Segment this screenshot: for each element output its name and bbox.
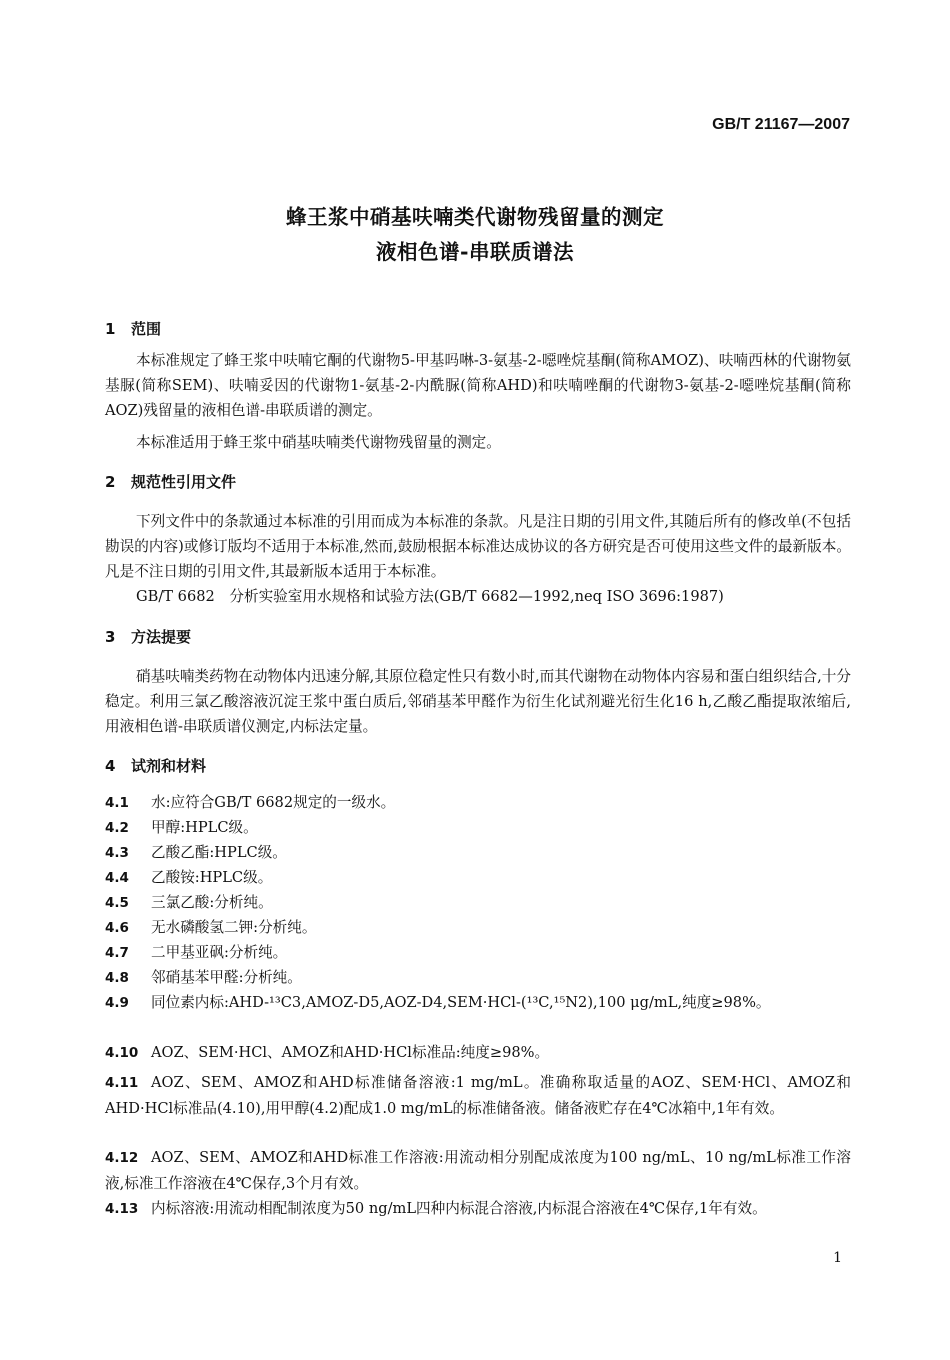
section-number: 1: [105, 320, 116, 338]
page-number: 1: [833, 1250, 842, 1266]
list-item: [105, 890, 851, 916]
document-subtitle: 液相色谱-串联质谱法: [375, 240, 574, 264]
item-number: 4.8: [105, 970, 129, 986]
list-item: [105, 915, 851, 941]
list-item: [105, 790, 851, 816]
section-number: 3: [105, 628, 116, 646]
item-text: 邻硝基苯甲醛:分析纯。: [151, 969, 302, 986]
item-number: 4.12: [105, 1150, 139, 1166]
item-text: 甲醇:HPLC级。: [151, 819, 258, 836]
list-item: [105, 990, 851, 1016]
list-item: [105, 1040, 851, 1066]
section-heading-method: [105, 626, 191, 647]
item-text: 二甲基亚砜:分析纯。: [151, 944, 288, 961]
section-title: 试剂和材料: [131, 757, 207, 775]
section-title: 范围: [131, 320, 162, 338]
list-item: [105, 840, 851, 866]
item-number: 4.2: [105, 820, 129, 836]
item-number: 4.3: [105, 845, 129, 861]
document-title: 蜂王浆中硝基呋喃类代谢物残留量的测定: [286, 205, 664, 229]
list-item: [105, 1145, 851, 1196]
item-number: 4.11: [105, 1075, 139, 1091]
item-text: 三氯乙酸:分析纯。: [151, 894, 273, 911]
list-item: [105, 815, 851, 841]
item-text: 内标溶液:用流动相配制浓度为50 ng/mL四种内标混合溶液,内标混合溶液在4℃保存,1年有效。: [151, 1200, 767, 1217]
paragraph: 下列文件中的条款通过本标准的引用而成为本标准的条款。凡是注日期的引用文件,其随后所有的修改单(不包括勘误的内容)或修订版均不适用于本标准,然而,鼓励根据本标准达成协议的各方研究是否可使用这些文件的最新版本。凡是不注日期的引用文件,其最新版本适用于本标准。: [105, 513, 851, 580]
item-number: 4.13: [105, 1201, 139, 1217]
reference-entry: GB/T 6682 分析实验室用水规格和试验方法(GB/T 6682—1992,neq ISO 3696:1987): [136, 588, 724, 605]
item-text: 乙酸乙酯:HPLC级。: [151, 844, 287, 861]
item-number: 4.4: [105, 870, 129, 886]
item-text: AOZ、SEM·HCl、AMOZ和AHD·HCl标准品:纯度≥98%。: [151, 1044, 550, 1061]
section-number: 2: [105, 473, 116, 491]
item-number: 4.5: [105, 895, 129, 911]
paragraph: 本标准规定了蜂王浆中呋喃它酮的代谢物5-甲基吗啉-3-氨基-2-噁唑烷基酮(简称AMOZ)、呋喃西林的代谢物氨基脲(简称SEM)、呋喃妥因的代谢物1-氨基-2-内酰脲(简称AHD)和呋喃唑酮的代谢物3-氨基-2-噁唑烷基酮(简称AOZ)残留量的液相色谱-串联质谱的测定。: [105, 352, 851, 419]
item-text: 同位素内标:AHD-¹³C3,AMOZ-D5,AOZ-D4,SEM·HCl-(¹³C,¹⁵N2),100 μg/mL,纯度≥98%。: [151, 994, 771, 1011]
paragraph: 本标准适用于蜂王浆中硝基呋喃类代谢物残留量的测定。: [136, 434, 501, 451]
item-text: AOZ、SEM、AMOZ和AHD标准储备溶液:1 mg/mL。准确称取适量的AOZ、SEM·HCl、AMOZ和AHD·HCl标准品(4.10),用甲醇(4.2)配成1.0 mg/mL的标准储备液。储备液贮存在4℃冰箱中,1年有效。: [105, 1074, 851, 1117]
list-item: [105, 1070, 851, 1121]
item-text: 乙酸铵:HPLC级。: [151, 869, 273, 886]
section-heading-references: [105, 471, 236, 492]
item-number: 4.10: [105, 1045, 139, 1061]
paragraph: 硝基呋喃类药物在动物体内迅速分解,其原位稳定性只有数小时,而其代谢物在动物体内容易和蛋白组织结合,十分稳定。利用三氯乙酸溶液沉淀王浆中蛋白质后,邻硝基苯甲醛作为衍生化试剂避光衍生化16 h,乙酸乙酯提取浓缩后,用液相色谱-串联质谱仪测定,内标法定量。: [105, 668, 851, 735]
section-heading-reagents: [105, 755, 206, 776]
item-number: 4.9: [105, 995, 129, 1011]
standard-code: GB/T 21167—2007: [712, 116, 850, 133]
list-item: [105, 865, 851, 891]
item-number: 4.6: [105, 920, 129, 936]
list-item: [105, 965, 851, 991]
section-number: 4: [105, 757, 116, 775]
section-heading-scope: [105, 318, 161, 339]
list-item: [105, 940, 851, 966]
item-text: 无水磷酸氢二钾:分析纯。: [151, 919, 317, 936]
item-text: AOZ、SEM、AMOZ和AHD标准工作溶液:用流动相分别配成浓度为100 ng/mL、10 ng/mL标准工作溶液,标准工作溶液在4℃保存,3个月有效。: [105, 1149, 851, 1192]
section-title: 规范性引用文件: [131, 473, 237, 491]
item-number: 4.7: [105, 945, 129, 961]
item-number: 4.1: [105, 795, 129, 811]
item-text: 水:应符合GB/T 6682规定的一级水。: [151, 794, 396, 811]
list-item: [105, 1196, 851, 1222]
section-title: 方法提要: [131, 628, 192, 646]
